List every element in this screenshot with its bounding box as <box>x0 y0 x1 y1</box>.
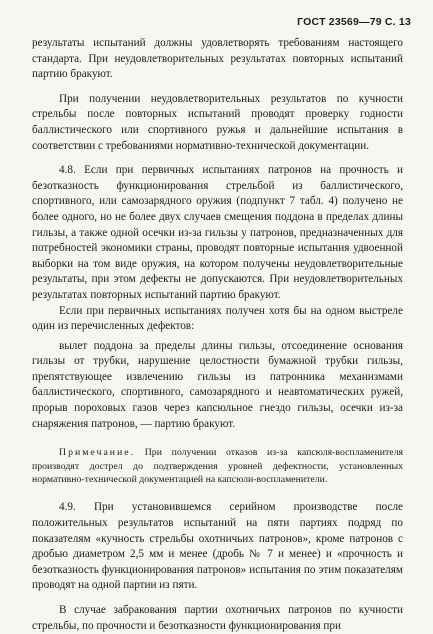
paragraph-section-4-9: 4.9. При установившемся серийном производстве после положительных результатов испытаний на пяти партиях подряд по показателям «кучность стрельбы охотничьих патронов», кроме патронов с дробью диаметром 2,5 мм и менее (дробь № 7 и менее) и «прочность и безотказность функционирования патронов» испытания по этим показателям проводят на одной партии из пяти. <box>32 501 403 592</box>
document-body <box>32 36 403 634</box>
note-label: Примечание. <box>59 447 136 459</box>
paragraph-rejection-case: В случае забракования партии охотничьих патронов по кучности стрельбы, по прочности и безотказности функционирования при <box>32 604 403 632</box>
paragraph-defect-list: вылет поддона за пределы длины гильзы, отсоединение основания гильзы от трубки, нарушение целостности бумажной трубки гильзы, препятствующее извлечению гильзы из патронника механизмами баллистического, спортивного, самозарядного и неавтоматических ружей, прорыв пороховых газов через капсюльное гнездо гильзы, осечки из-за снаряжения патронов, — партию бракуют. <box>32 339 403 430</box>
note <box>32 446 403 486</box>
page-header: ГОСТ 23569—79 С. 13 <box>297 16 411 28</box>
paragraph-continuation: результаты испытаний должны удовлетворять требованиям настоящего стандарта. При неудовлетворительных результатах повторных испытаний партию бракуют. <box>32 37 403 81</box>
note-text: При получении отказов из-за капсюля-воспламенителя производят дострел до подтверждения уровней дефектности, установленных нормативно-технической документацией на капсюли-воспламенители. <box>32 447 403 486</box>
paragraph-section-4-8: 4.8. Если при первичных испытаниях патронов на прочность и безотказность функционирования стрельбой из баллистического, спортивного, или самозарядного оружия (подпункт 7 табл. 4) получено не более одного, но не более двух случаев смещения поддона в пределах длины гильзы, а также одной осечки из-за гильзы у патронов, предназначенных для потребностей экономики страны, проводят повторные испытания удвоенной выборки на том виде оружия, на котором получены неудовлетворительные результаты, при этом дефекты не допускаются. При неудовлетворительных результатах повторных испытаний партию бракуют. <box>32 164 403 301</box>
paragraph-first-defect: Если при первичных испытаниях получен хотя бы на одном выстреле один из перечисленных дефектов: <box>32 304 403 333</box>
paragraph-accuracy-check: При получении неудовлетворительных результатов по кучности стрельбы после повторных испытаний проводят проверку годности баллистического или спортивного ружья и дальнейшие испытания в соответствии с требованиями нормативно-технической документации. <box>32 92 403 152</box>
